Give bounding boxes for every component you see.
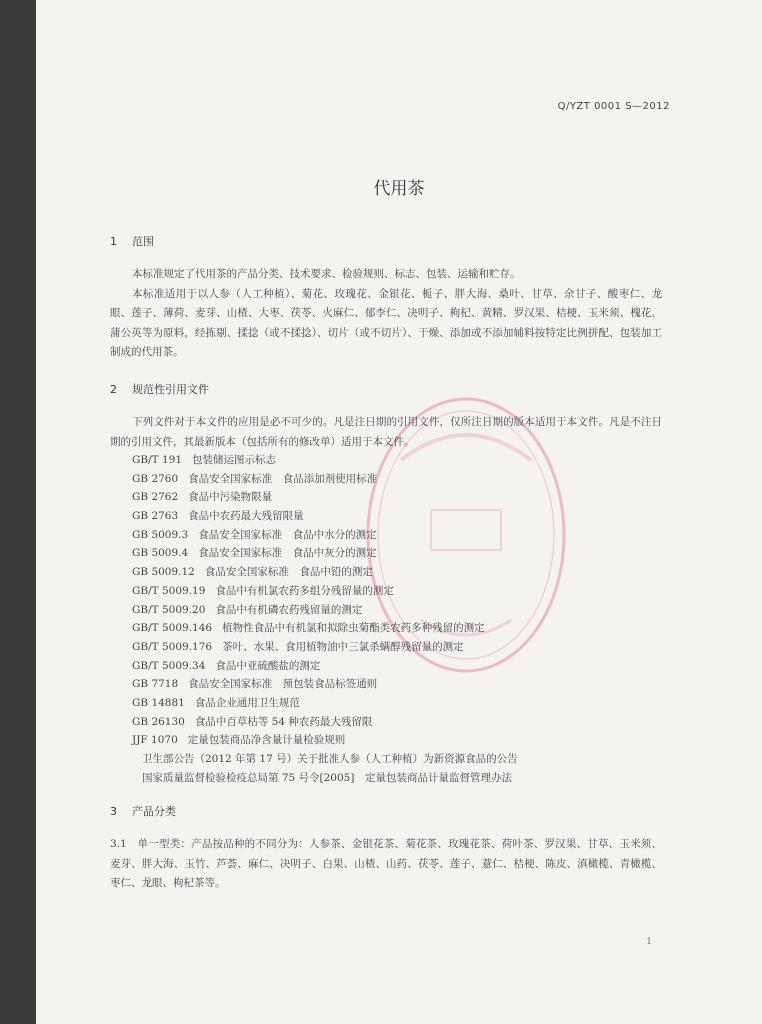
reference-item	[132, 507, 652, 526]
reference-item	[132, 619, 652, 638]
paragraph: 下列文件对于本文件的应用是必不可少的。凡是注日期的引用文件，仅所注日期的版本适用于本文件。凡是不注日期的引用文件，其最新版本（包括所有的修改单）适用于本文件。	[110, 416, 662, 448]
reference-item	[132, 675, 652, 694]
reference-title: 植物性食品中有机氯和拟除虫菊酯类农药多种残留的测定	[222, 622, 485, 635]
section-1-body	[110, 265, 662, 363]
reference-code: JJF 1070	[132, 734, 178, 747]
reference-title: 食品中百草枯等 54 种农药最大残留限	[194, 715, 373, 728]
reference-code: GB 7718	[132, 678, 179, 691]
reference-item	[132, 601, 652, 620]
reference-code: GB 5009.12	[132, 566, 195, 579]
reference-title: 食品安全国家标准 预包装食品标签通则	[188, 678, 378, 691]
section-title: 规范性引用文件	[132, 383, 209, 396]
reference-code: GB 26130	[132, 715, 185, 728]
paragraph: 本标准适用于以人参（人工种植）、菊花、玫瑰花、金银花、栀子、胖大海、桑叶、甘草、余甘子、酸枣仁、龙眼、莲子、薄荷、麦芽、山楂、大枣、茯苓、火麻仁、郁李仁、决明子、枸杞、黄精、罗汉果、桔梗、玉米须、槐花、蒲公英等为原料，经拣剔、揉捻（或不揉捻）、切片（或不切片）、干燥、添加或不添加辅料按特定比例拼配、包装加工制成的代用茶。	[110, 287, 662, 358]
reference-item	[132, 750, 652, 769]
page-number: 1	[646, 937, 652, 947]
reference-title: 食品安全国家标准 食品添加剂使用标准	[188, 472, 378, 485]
section-title: 产品分类	[132, 805, 176, 818]
reference-code: GB 5009.4	[132, 547, 189, 560]
reference-item	[132, 769, 652, 788]
reference-title: 包装储运图示标志	[192, 454, 277, 466]
reference-title: 茶叶、水果、食用植物油中三氯杀螨醇残留量的测定	[222, 640, 464, 653]
reference-item	[132, 582, 652, 601]
reference-code: GB 2763	[132, 510, 179, 523]
reference-code: GB/T 5009.176	[132, 640, 213, 653]
section-number: 2	[110, 383, 117, 396]
normative-references-list	[132, 451, 652, 787]
reference-code: GB/T 5009.19	[132, 584, 206, 597]
reference-code: GB/T 191	[132, 454, 183, 466]
reference-item	[132, 731, 652, 750]
reference-item	[132, 638, 652, 657]
section-2-intro	[110, 413, 662, 452]
page-title: 代用茶	[373, 179, 425, 199]
reference-code: GB/T 5009.34	[132, 659, 206, 672]
reference-title: 食品中有机磷农药残留量的测定	[215, 603, 363, 616]
reference-code: GB 2762	[132, 491, 179, 504]
section-3-heading	[110, 803, 176, 819]
reference-title: 食品中农药最大残留限量	[188, 510, 304, 523]
reference-item	[132, 563, 652, 582]
reference-title: 食品安全国家标准 食品中水分的测定	[198, 528, 377, 541]
reference-code: GB/T 5009.146	[132, 622, 213, 635]
reference-code: GB 5009.3	[132, 528, 189, 541]
section-1-heading	[110, 233, 154, 249]
section-number: 3	[110, 805, 117, 818]
standard-code: Q/YZT 0001 S—2012	[557, 101, 670, 112]
reference-title: 定量包装商品净含量计量检验规则	[187, 734, 346, 747]
reference-title: 食品中有机氯农药多组分残留量的测定	[215, 584, 394, 597]
reference-title: 食品安全国家标准 食品中灰分的测定	[198, 547, 377, 560]
reference-item	[132, 451, 652, 470]
reference-code: GB 14881	[132, 696, 185, 709]
reference-title: 食品安全国家标准 食品中铅的测定	[204, 566, 373, 579]
reference-title: 卫生部公告（2012 年第 17 号）关于批准人参（人工种植）为新资源食品的公告	[142, 753, 518, 765]
section-3-body	[110, 835, 662, 894]
reference-item	[132, 657, 652, 676]
document-page	[36, 0, 762, 1024]
reference-item	[132, 713, 652, 732]
reference-item	[132, 470, 652, 489]
reference-title: 食品企业通用卫生规范	[194, 696, 300, 709]
reference-title: 食品中亚硫酸盐的测定	[215, 659, 321, 672]
section-title: 范围	[132, 235, 154, 248]
reference-code: GB/T 5009.20	[132, 603, 206, 616]
reference-title: 国家质量监督检验检疫总局第 75 号令[2005] 定量包装商品计量监督管理办法	[142, 771, 512, 784]
section-number: 1	[110, 235, 117, 248]
reference-item	[132, 694, 652, 713]
paragraph: 本标准规定了代用茶的产品分类、技术要求、检验规则、标志、包装、运输和贮存。	[132, 268, 521, 280]
reference-item	[132, 488, 652, 507]
paragraph: 3.1 单一型类：产品按品种的不同分为：人参茶、金银花茶、菊花茶、玫瑰花茶、荷叶茶、罗汉果、甘草、玉米须、麦芽、胖大海、玉竹、芦荟、麻仁、决明子、白果、山楂、山药、茯苓、莲子、薏仁、桔梗、陈皮、滇橄榄、青橄榄、枣仁、龙眼、枸杞茶等。	[110, 838, 662, 889]
reference-code: GB 2760	[132, 472, 179, 485]
reference-title: 食品中污染物限量	[188, 491, 273, 504]
reference-item	[132, 526, 652, 545]
section-2-heading	[110, 381, 209, 397]
reference-item	[132, 544, 652, 563]
